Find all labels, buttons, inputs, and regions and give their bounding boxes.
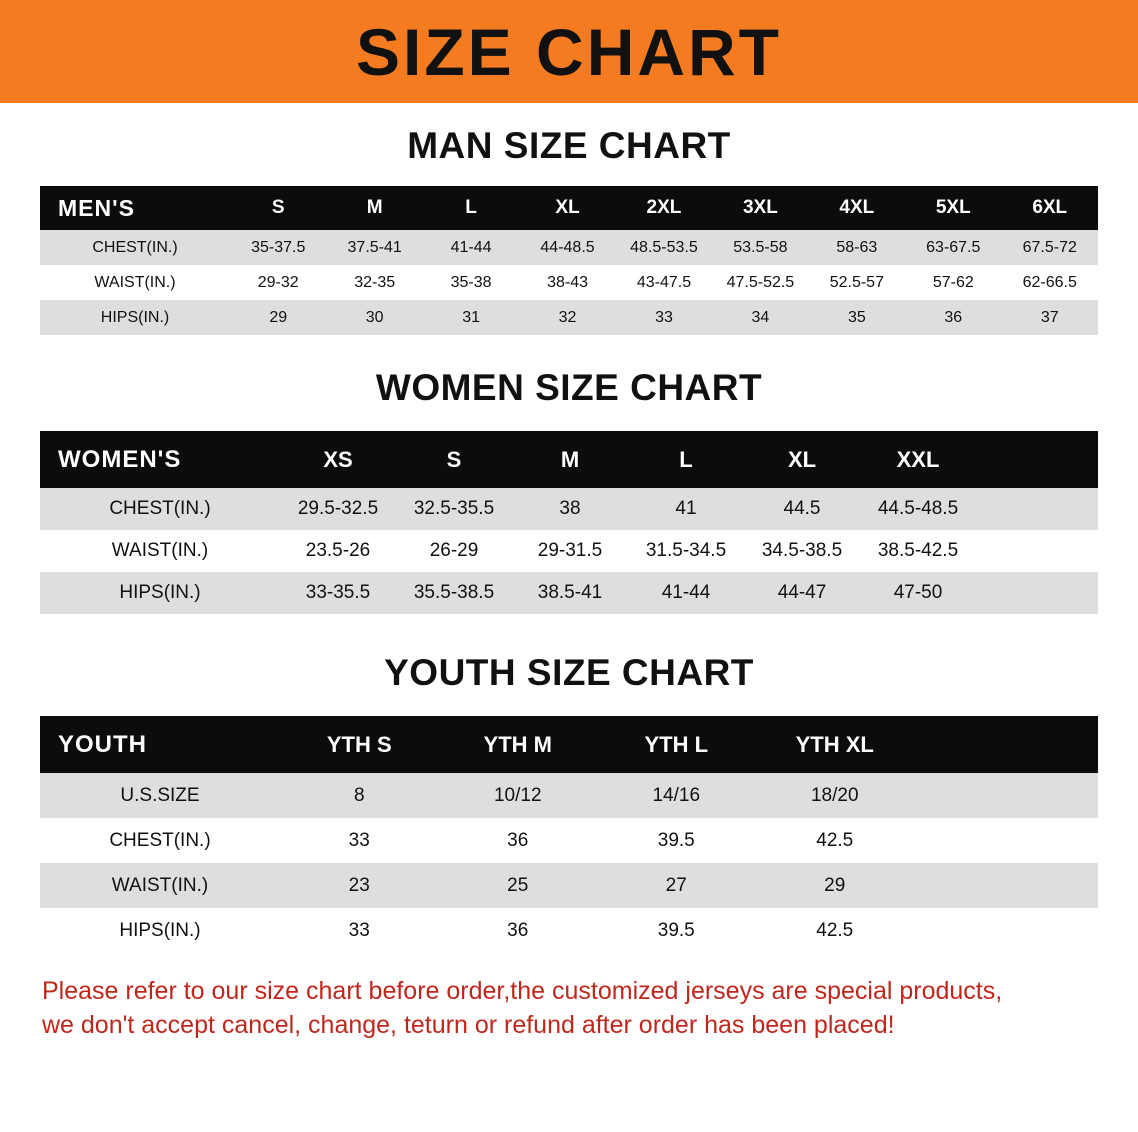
table-header-row <box>40 716 1098 773</box>
women-cell-0-5: 44.5-48.5 <box>860 488 976 530</box>
youth-cell-3-1: 36 <box>439 908 598 953</box>
youth-row-label-3: HIPS(IN.) <box>40 908 280 953</box>
youth-section-title: YOUTH SIZE CHART <box>384 652 754 693</box>
youth-row-label-0: U.S.SIZE <box>40 773 280 818</box>
women-table-body <box>40 488 1098 614</box>
women-table-wrap <box>40 431 1098 614</box>
man-cell-0-1: 37.5-41 <box>326 230 422 265</box>
women-cell-1-5: 38.5-42.5 <box>860 530 976 572</box>
man-size-header-0: S <box>230 186 326 230</box>
man-cell-2-8: 37 <box>1002 300 1099 335</box>
youth-cell-1-2: 39.5 <box>597 818 756 863</box>
women-size-header-2: M <box>512 431 628 488</box>
man-cell-1-8: 62-66.5 <box>1002 265 1099 300</box>
man-size-table <box>40 186 1098 335</box>
youth-table-wrap <box>40 716 1098 953</box>
youth-size-header-3: YTH XL <box>756 716 915 773</box>
man-cell-2-6: 35 <box>809 300 905 335</box>
table-row <box>40 818 1098 863</box>
man-cell-2-4: 33 <box>616 300 712 335</box>
man-cell-2-5: 34 <box>712 300 808 335</box>
women-cell-1-3: 31.5-34.5 <box>628 530 744 572</box>
man-cell-2-0: 29 <box>230 300 326 335</box>
women-cell-0-0: 29.5-32.5 <box>280 488 396 530</box>
youth-cell-1-1: 36 <box>439 818 598 863</box>
youth-cell-1-3: 42.5 <box>756 818 915 863</box>
youth-size-header-spacer <box>914 716 1098 773</box>
table-row <box>40 300 1098 335</box>
women-row-label-0: CHEST(IN.) <box>40 488 280 530</box>
man-cell-0-4: 48.5-53.5 <box>616 230 712 265</box>
man-row-label-0: CHEST(IN.) <box>40 230 230 265</box>
youth-row-label-2: WAIST(IN.) <box>40 863 280 908</box>
women-cell-2-3: 41-44 <box>628 572 744 614</box>
youth-cell-2-3: 29 <box>756 863 915 908</box>
man-size-header-5: 3XL <box>712 186 808 230</box>
women-row-label-1: WAIST(IN.) <box>40 530 280 572</box>
man-cell-2-2: 31 <box>423 300 519 335</box>
man-table-head <box>40 186 1098 230</box>
man-cell-1-4: 43-47.5 <box>616 265 712 300</box>
youth-row-label-1: CHEST(IN.) <box>40 818 280 863</box>
man-cell-0-0: 35-37.5 <box>230 230 326 265</box>
man-cell-0-3: 44-48.5 <box>519 230 615 265</box>
man-cell-0-5: 53.5-58 <box>712 230 808 265</box>
youth-table-head <box>40 716 1098 773</box>
page-banner <box>0 0 1138 103</box>
women-cell-1-2: 29-31.5 <box>512 530 628 572</box>
youth-size-table <box>40 716 1098 953</box>
table-row <box>40 530 1098 572</box>
man-cell-1-2: 35-38 <box>423 265 519 300</box>
man-section-title: MAN SIZE CHART <box>407 125 731 166</box>
man-size-header-8: 6XL <box>1002 186 1099 230</box>
women-cell-1-4: 34.5-38.5 <box>744 530 860 572</box>
women-size-header-spacer <box>976 431 1098 488</box>
man-cell-0-8: 67.5-72 <box>1002 230 1099 265</box>
women-table-head <box>40 431 1098 488</box>
man-size-header-4: 2XL <box>616 186 712 230</box>
women-section-title: WOMEN SIZE CHART <box>375 367 763 408</box>
women-cell-2-5: 47-50 <box>860 572 976 614</box>
policy-note-line-1: Please refer to our size chart before order,the customized jerseys are special products, <box>42 977 1003 1005</box>
policy-note <box>42 975 1096 1043</box>
women-corner-label: WOMEN'S <box>40 431 280 488</box>
women-size-header-3: L <box>628 431 744 488</box>
man-corner-label: MEN'S <box>40 186 230 230</box>
man-cell-2-3: 32 <box>519 300 615 335</box>
man-row-label-2: HIPS(IN.) <box>40 300 230 335</box>
youth-cell-3-0: 33 <box>280 908 439 953</box>
women-cell-0-4: 44.5 <box>744 488 860 530</box>
youth-cell-3-spacer <box>914 908 1098 953</box>
youth-cell-2-1: 25 <box>439 863 598 908</box>
women-cell-2-4: 44-47 <box>744 572 860 614</box>
youth-size-header-1: YTH M <box>439 716 598 773</box>
women-cell-1-spacer <box>976 530 1098 572</box>
man-cell-0-7: 63-67.5 <box>905 230 1001 265</box>
table-row <box>40 230 1098 265</box>
youth-size-header-2: YTH L <box>597 716 756 773</box>
man-cell-1-0: 29-32 <box>230 265 326 300</box>
women-cell-1-0: 23.5-26 <box>280 530 396 572</box>
youth-cell-1-spacer <box>914 818 1098 863</box>
women-size-table <box>40 431 1098 614</box>
man-size-header-2: L <box>423 186 519 230</box>
table-row <box>40 265 1098 300</box>
table-header-row <box>40 186 1098 230</box>
youth-cell-3-2: 39.5 <box>597 908 756 953</box>
women-row-label-2: HIPS(IN.) <box>40 572 280 614</box>
table-row <box>40 773 1098 818</box>
man-table-wrap <box>40 186 1098 335</box>
youth-cell-2-2: 27 <box>597 863 756 908</box>
women-cell-1-1: 26-29 <box>396 530 512 572</box>
man-table-body <box>40 230 1098 335</box>
youth-cell-0-spacer <box>914 773 1098 818</box>
man-size-header-7: 5XL <box>905 186 1001 230</box>
youth-cell-0-1: 10/12 <box>439 773 598 818</box>
youth-cell-0-0: 8 <box>280 773 439 818</box>
man-cell-0-6: 58-63 <box>809 230 905 265</box>
youth-size-header-0: YTH S <box>280 716 439 773</box>
women-cell-0-1: 32.5-35.5 <box>396 488 512 530</box>
women-cell-0-3: 41 <box>628 488 744 530</box>
youth-cell-3-3: 42.5 <box>756 908 915 953</box>
youth-corner-label: YOUTH <box>40 716 280 773</box>
youth-table-body <box>40 773 1098 953</box>
women-cell-0-2: 38 <box>512 488 628 530</box>
page-title: SIZE CHART <box>356 14 782 89</box>
youth-cell-2-0: 23 <box>280 863 439 908</box>
women-cell-2-0: 33-35.5 <box>280 572 396 614</box>
women-cell-2-2: 38.5-41 <box>512 572 628 614</box>
table-row <box>40 863 1098 908</box>
youth-cell-0-3: 18/20 <box>756 773 915 818</box>
table-row <box>40 488 1098 530</box>
women-size-header-0: XS <box>280 431 396 488</box>
women-size-header-1: S <box>396 431 512 488</box>
table-row <box>40 908 1098 953</box>
man-cell-1-3: 38-43 <box>519 265 615 300</box>
man-cell-1-6: 52.5-57 <box>809 265 905 300</box>
man-size-header-6: 4XL <box>809 186 905 230</box>
man-cell-1-1: 32-35 <box>326 265 422 300</box>
table-header-row <box>40 431 1098 488</box>
man-cell-1-7: 57-62 <box>905 265 1001 300</box>
youth-cell-1-0: 33 <box>280 818 439 863</box>
table-row <box>40 572 1098 614</box>
women-cell-2-1: 35.5-38.5 <box>396 572 512 614</box>
man-cell-2-1: 30 <box>326 300 422 335</box>
man-row-label-1: WAIST(IN.) <box>40 265 230 300</box>
women-cell-0-spacer <box>976 488 1098 530</box>
women-size-header-4: XL <box>744 431 860 488</box>
man-cell-2-7: 36 <box>905 300 1001 335</box>
youth-cell-0-2: 14/16 <box>597 773 756 818</box>
man-cell-0-2: 41-44 <box>423 230 519 265</box>
man-size-header-1: M <box>326 186 422 230</box>
policy-note-line-2: we don't accept cancel, change, teturn or refund after order has been placed! <box>42 1010 895 1039</box>
women-size-header-5: XXL <box>860 431 976 488</box>
man-cell-1-5: 47.5-52.5 <box>712 265 808 300</box>
women-cell-2-spacer <box>976 572 1098 614</box>
man-size-header-3: XL <box>519 186 615 230</box>
youth-cell-2-spacer <box>914 863 1098 908</box>
